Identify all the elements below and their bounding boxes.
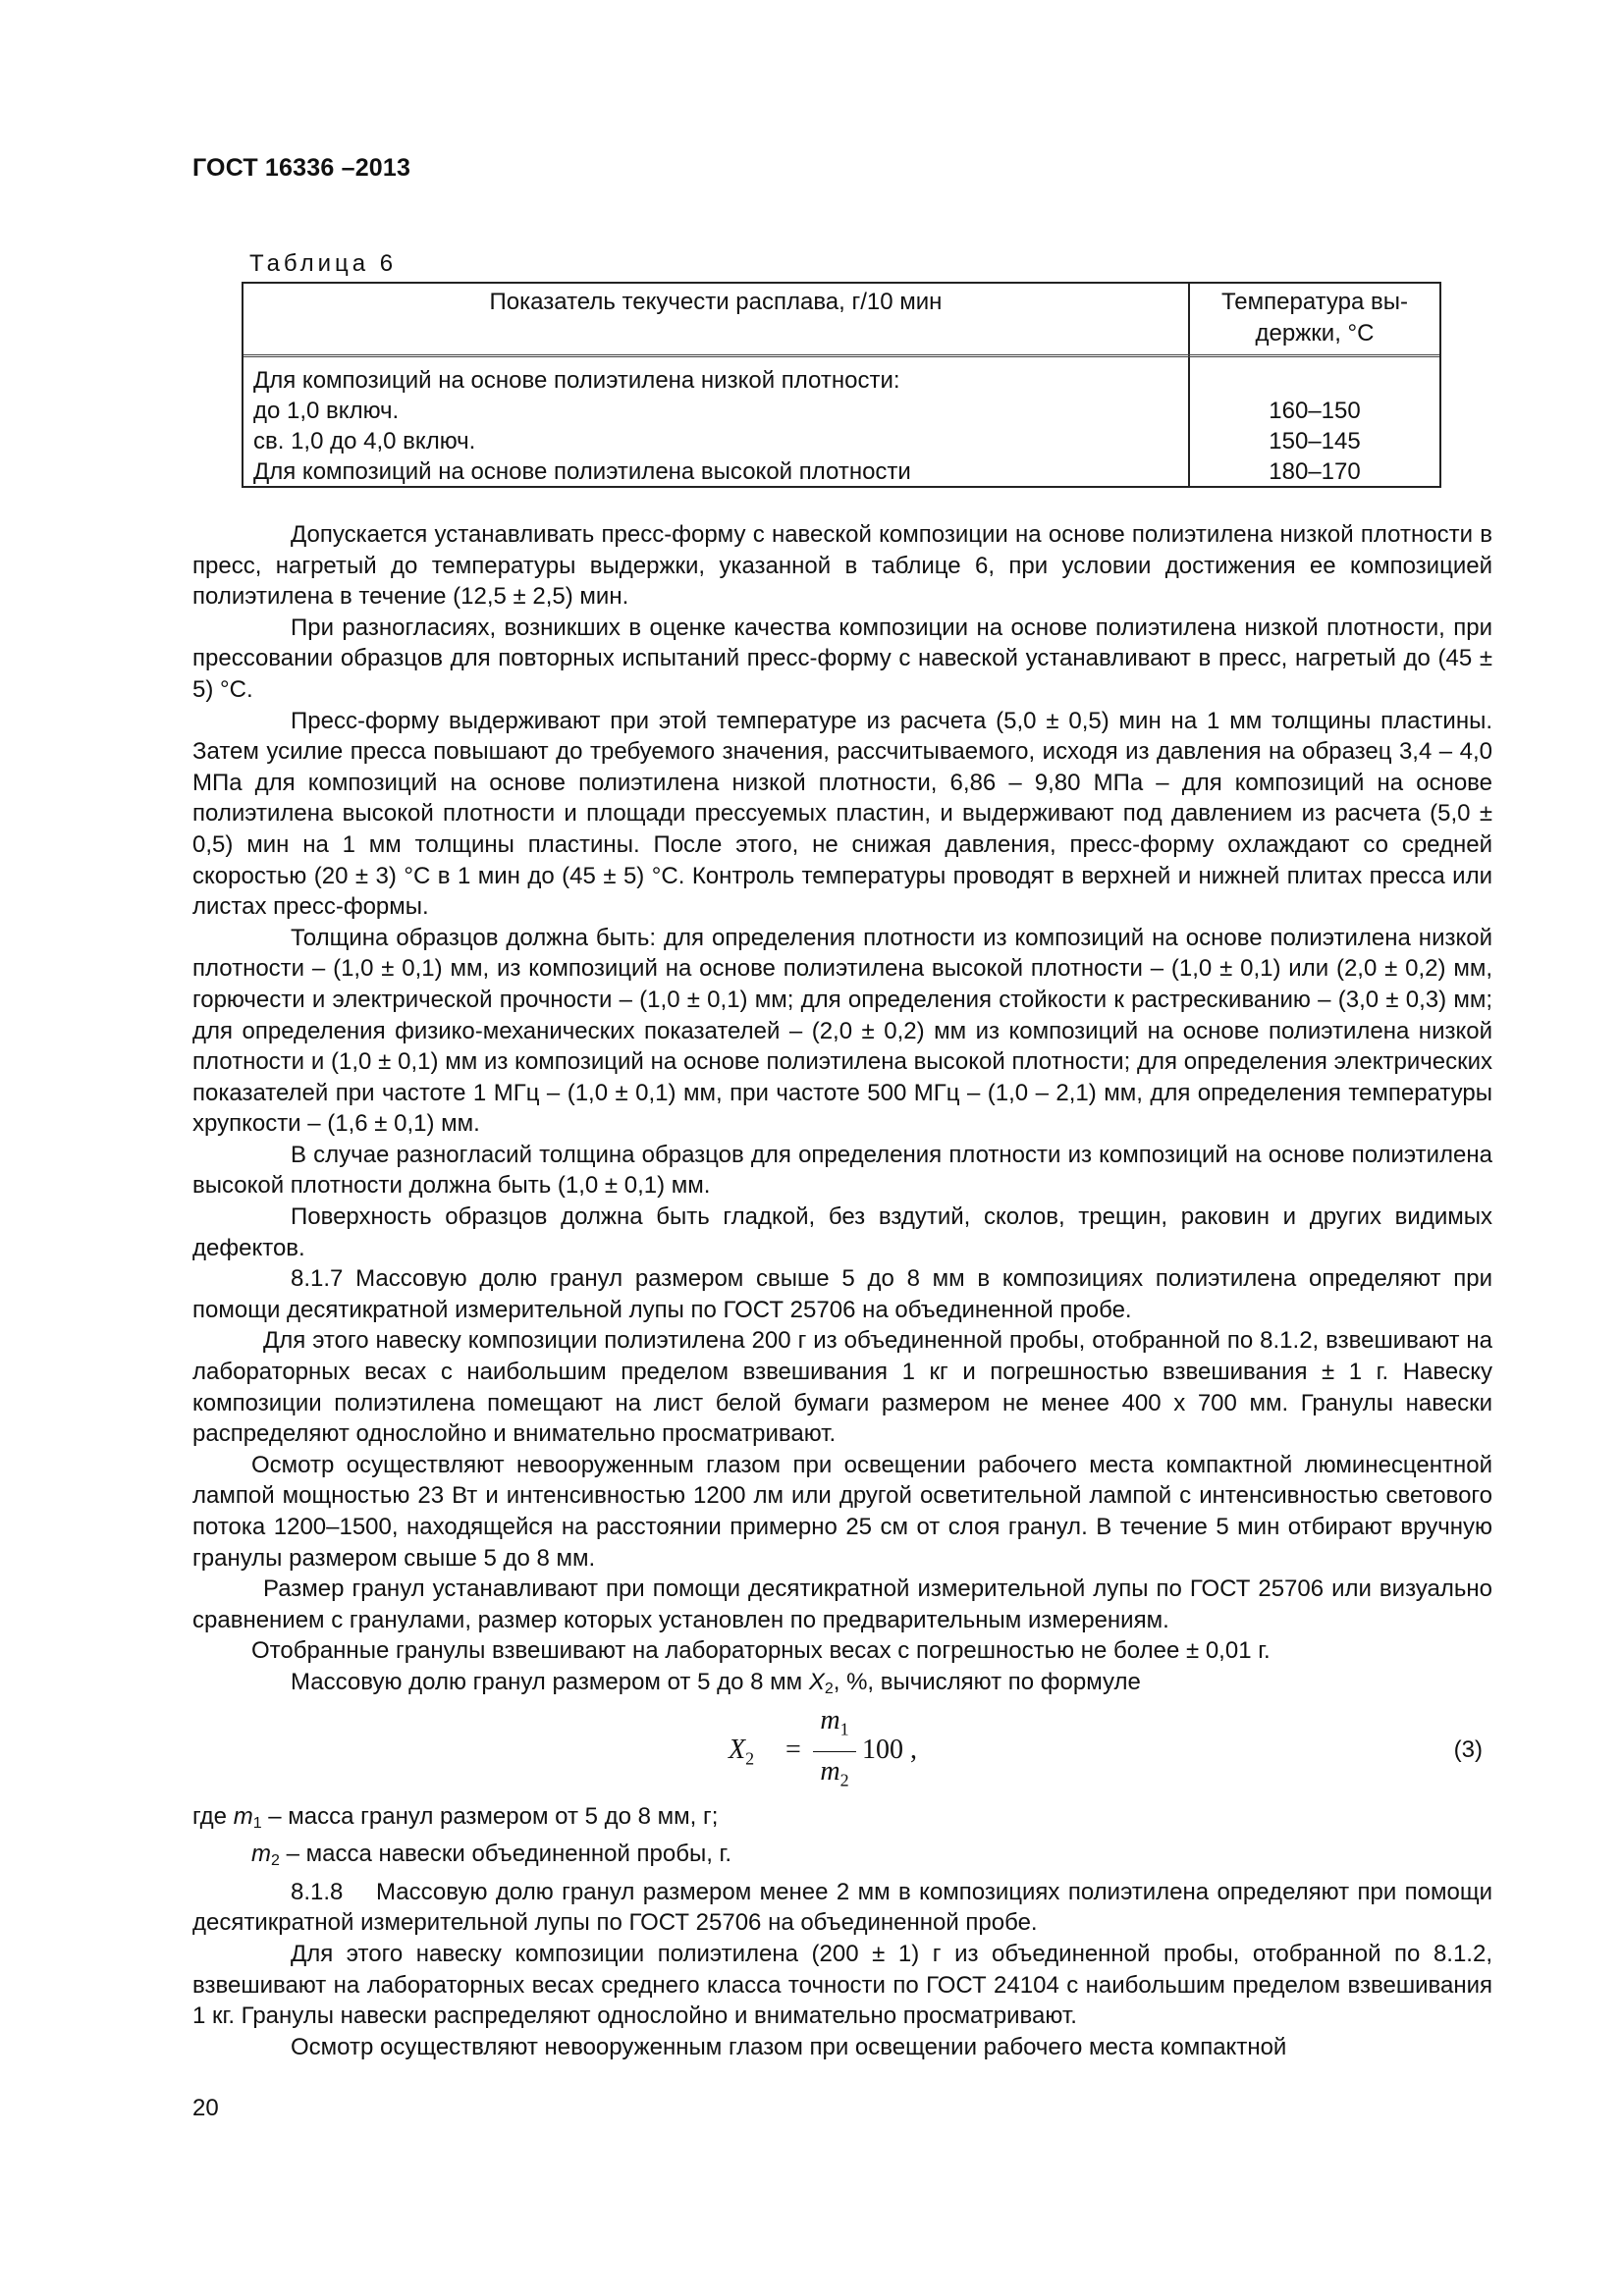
table-caption: Таблица 6 — [249, 250, 398, 277]
where-m2-var: m — [251, 1841, 271, 1868]
formula-row — [192, 1705, 1492, 1801]
paragraph: Поверхность образцов должна быть гладкой, без вздутий, сколов, трещин, раковин и других видимых дефектов. — [192, 1203, 1492, 1261]
formula-intro-sub: 2 — [824, 1680, 834, 1697]
table-header-flow-index: Показатель текучести расплава, г/10 мин — [489, 289, 943, 315]
where-m1-sub: 1 — [252, 1814, 262, 1832]
table-header-temperature-line2: держки, °С — [1255, 320, 1375, 347]
paragraph: Осмотр осуществляют невооруженным глазом при освещении рабочего места компактной — [291, 2033, 1287, 2060]
table-header-temperature-line1: Температура вы- — [1220, 289, 1409, 315]
formula-num-var: m — [820, 1704, 840, 1735]
table-row-label: Для композиций на основе полиэтилена высокой плотности — [253, 458, 911, 485]
formula-numerator — [811, 1705, 858, 1745]
paragraph: Осмотр осуществляют невооруженным глазом при освещении рабочего места компактной люминесцентной лампой мощностью 23 Вт и интенсивностью 1200 лм или другой осветительной лампой с интенсивностью светового потока 1200–1500, находящейся на расстоянии примерно 25 см от слоя гранул. В течение 5 мин отбирают вручную гранулы размером свыше 5 до 8 мм. — [192, 1451, 1492, 1572]
where-m1-var: m — [233, 1802, 253, 1830]
paragraph: Допускается устанавливать пресс-форму с навеской композиции на основе полиэтилена низкой плотности в пресс, нагретый до температуры выдержки, указанной в таблице 6, при условии достижения ее композицией полиэтилена в течение (12,5 ± 2,5) мин. — [192, 521, 1492, 611]
table-row-value: 160–150 — [1269, 398, 1361, 424]
table-header-divider — [243, 354, 1439, 357]
formula-fraction-bar — [813, 1751, 856, 1752]
table-row-value: 150–145 — [1269, 428, 1361, 454]
paragraph: Для этого навеску композиции полиэтилена (200 ± 1) г из объединенной пробы, отобранной по 8.1.2, взвешивают на лабораторных весах среднего класса точности по ГОСТ 24104 с наибольшим пределом взвешивания 1 кг. Гранулы навески распределяют однослойно и внимательно просматривают. — [192, 1940, 1492, 2030]
table-header-temperature — [1190, 287, 1439, 349]
table-row-label: св. 1,0 до 4,0 включ. — [253, 428, 476, 454]
formula-equals: = — [785, 1734, 801, 1765]
paragraph-formula-intro — [192, 1667, 1492, 1705]
paragraph: В случае разногласий толщина образцов для определения плотности из композиций на основе полиэтилена высокой плотности должна быть (1,0 ± 0,1) мм. — [192, 1141, 1492, 1200]
formula-multiplier: 100 , — [862, 1734, 917, 1765]
formula-intro-var: X — [808, 1668, 825, 1695]
formula-lhs-sub: 2 — [745, 1748, 755, 1769]
page-number: 20 — [192, 2095, 219, 2121]
where-prefix: где — [192, 1802, 234, 1830]
formula-intro-text: Массовую долю гранул размером от 5 до 8 мм — [291, 1668, 809, 1695]
formula-number: (3) — [1453, 1735, 1483, 1763]
where-m1 — [192, 1801, 1492, 1840]
body-text — [192, 519, 1499, 2062]
where-m2-sub: 2 — [271, 1852, 280, 1870]
paragraph-section-8-1-8: 8.1.8 Массовую долю гранул размером менее 2 мм в композициях полиэтилена определяют при помощи десятикратной измерительной лупы по ГОСТ 25706 на объединенной пробе. — [192, 1878, 1499, 1937]
formula-num-sub: 1 — [839, 1719, 849, 1739]
paragraph: Для этого навеску композиции полиэтилена 200 г из объединенной пробы, отобранной по 8.1.2, взвешивают на лабораторных весах с наибольшим пределом взвешивания 1 кг и погрешностью взвешивания ± 1 г. Навеску композиции полиэтилена помещают на лист белой бумаги размером не менее 400 х 700 мм. Гранулы навески распределяют однослойно и внимательно просматривают. — [192, 1327, 1492, 1448]
table-row-value: 180–170 — [1269, 458, 1361, 485]
table-row-label: Для композиций на основе полиэтилена низкой плотности: — [253, 367, 900, 394]
formula-lhs-var: X — [729, 1734, 746, 1765]
where-m2 — [192, 1839, 1492, 1877]
formula-intro-tail: , %, вычисляют по формуле — [833, 1668, 1141, 1695]
paragraph: Размер гранул устанавливают при помощи десятикратной измерительной лупы по ГОСТ 25706 или визуально сравнением с гранулами, размер которых установлен по предварительным измерениям. — [192, 1575, 1492, 1633]
data-table — [242, 282, 1441, 488]
where-m1-text: – масса гранул размером от 5 до 8 мм, г; — [261, 1802, 719, 1830]
paragraph: Пресс-форму выдерживают при этой температуре из расчета (5,0 ± 0,5) мин на 1 мм толщины пластины. Затем усилие пресса повышают до требуемого значения, рассчитываемого, исходя из давления на образец 3,4 – 4,0 МПа для композиций на основе полиэтилена низкой плотности, 6,86 – 9,80 МПа – для композиций на основе полиэтилена высокой плотности и площади прессуемых пластин, и выдерживают под давлением из расчета (5,0 ± 0,5) мин на 1 мм толщины пластины. После этого, не снижая давления, пресс-форму охлаждают со средней скоростью (20 ± 3) °С в 1 мин до (45 ± 5) °С. Контроль температуры проводят в верхней и нижней плитах пресса или листах пресс-формы. — [192, 707, 1492, 921]
paragraph: Толщина образцов должна быть: для определения плотности из композиций на основе полиэтилена низкой плотности – (1,0 ± 0,1) мм, из композиций на основе полиэтилена высокой плотности – (1,0 ± 0,1) или (2,0 ± 0,2) мм, горючести и электрической прочности – (1,0 ± 0,1) мм; для определения стойкости к растрескиванию – (3,0 ± 0,3) мм; для определения физико-механических показателей – (2,0 ± 0,2) мм из композиций на основе полиэтилена низкой плотности и (1,0 ± 0,1) мм из композиций на основе полиэтилена высокой плотности; для определения электрических показателей при частоте 1 МГц – (1,0 ± 0,1) мм, при частоте 500 МГц – (1,0 – 2,1) мм, для определения температуры хрупкости – (1,6 ± 0,1) мм. — [192, 924, 1492, 1138]
paragraph: Отобранные гранулы взвешивают на лабораторных весах с погрешностью не более ± 0,01 г. — [251, 1637, 1271, 1665]
where-m2-text: – масса навески объединенной пробы, г. — [279, 1841, 732, 1868]
paragraph: При разногласиях, возникших в оценке качества композиции на основе полиэтилена низкой плотности, при прессовании образцов для повторных испытаний пресс-форму с навеской устанавливают в пресс, нагретый до (45 ± 5) °С. — [192, 614, 1492, 703]
table-row-label: до 1,0 включ. — [253, 398, 400, 424]
document-header: ГОСТ 16336 –2013 — [192, 154, 411, 182]
formula-den-var: m — [820, 1755, 840, 1787]
formula-lhs — [729, 1735, 754, 1775]
paragraph-section-8-1-7: 8.1.7 Массовую долю гранул размером свыше 5 до 8 мм в композициях полиэтилена определяют при помощи десятикратной измерительной лупы по ГОСТ 25706 на объединенной пробе. — [192, 1265, 1492, 1323]
formula-denominator — [811, 1756, 858, 1796]
formula-den-sub: 2 — [839, 1770, 849, 1790]
formula-3 — [729, 1705, 964, 1801]
